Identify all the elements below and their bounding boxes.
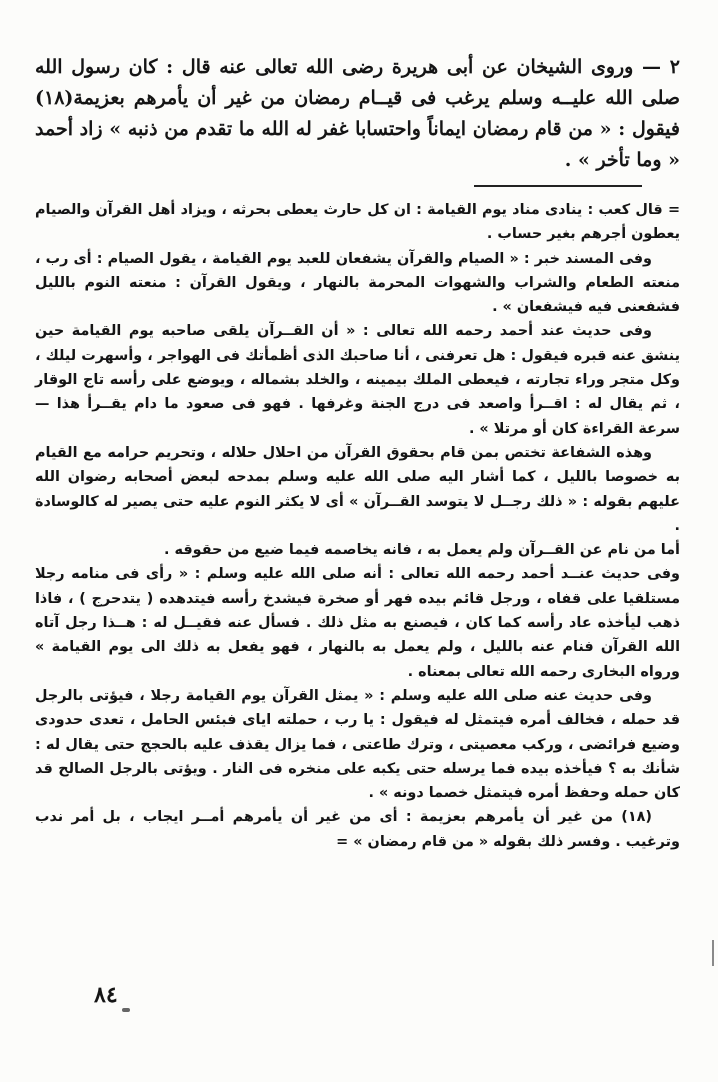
footnote-paragraph: وهذه الشفاعة تختص بمن قام بحقوق القرآن من احلال حلاله ، وتحريم حرامه مع القيام به خصوصا بالليل ، كما أشار اليه صلى الله عليه وسلم بمدحه لبعض أصحابه رضوان الله عليهم بقوله : « ذلك رجــل لا يتوسد القــرآن » أى لا يكثر النوم عليه حتى يصير له كالوسادة .	[35, 444, 680, 534]
footnote-paragraph: أما من نام عن القــرآن ولم يعمل به ، فانه يخاصمه فيما ضيع من حقوقه .	[164, 542, 680, 559]
footnote-paragraph: = قال كعب : ينادى مناد يوم القيامة : ان كل حارث يعطى بحرثه ، ويزاد أهل القرآن والصيام يعطون أجرهم بغير حساب .	[35, 202, 680, 243]
footnote-paragraph: وفى حديث عند أحمد رحمه الله تعالى : « أن القــرآن يلقى صاحبه يوم القيامة حين ينشق عنه قبره فيقول : هل تعرفنى ، أنا صاحبك الذى أظمأتك فى الهواجر ، وأسهرت ليلك ، وكل متجر وراء تجارته ، فيعطى الملك بيمينه ، والخلد بشماله ، ويوضع على رأسه تاج الوقار ، ثم يقال له : اقــرأ واصعد فى درج الجنة وغرفها . فهو فى صعود ما دام يقــرأ هذا — سرعة القراءة كان أو مرتلا » .	[35, 323, 680, 437]
footnote-separator	[474, 185, 642, 187]
main-text	[35, 52, 680, 176]
footnote-paragraph: وفى المسند خبر : « الصيام والقرآن يشفعان للعبد يوم القيامة ، يقول الصيام : أى رب ، منعته الطعام والشراب والشهوات المحرمة بالنهار ، ويقول القرآن : منعته النوم بالليل فشفعنى فيه فيشفعان » .	[35, 250, 680, 316]
footnote-paragraph: (١٨) من غير أن يأمرهم بعزيمة : أى من غير أن يأمرهم أمــر ايجاب ، بل أمر ندب وترغيب . وفسر ذلك بقوله « من قام رمضان » =	[35, 809, 680, 850]
footnote-paragraph: وفى حديث عنــد أحمد رحمه الله تعالى : أنه صلى الله عليه وسلم : « رأى فى منامه رجلا مستلقيا على قفاه ، ورجل قائم بيده فهر أو صخرة فيشدخ رأسه فيتدهده ( يتدحرج ) ، فاذا ذهب ليأخذه عاد رأسه كما كان ، فيصنع به مثل ذلك . فسأل عنه فقيــل له : هــذا رجل آتاه الله القرآن فنام عنه بالليل ، ولم يعمل به بالنهار ، فهو يفعل به ذلك الى يوم القيامة » ورواه البخارى رحمه الله تعالى بمعناه .	[35, 566, 680, 680]
page-number: ٨٤	[94, 982, 118, 1008]
binding-edge-mark	[712, 940, 714, 966]
footnote-paragraph: وفى حديث عنه صلى الله عليه وسلم : « يمثل القرآن يوم القيامة رجلا ، فيؤتى بالرجل قد حمله ، فخالف أمره فيتمثل له فيقول : يا رب ، حملته اياى فبئس الحامل ، تعدى حدودى وضيع فرائضى ، وركب معصيتى ، وترك طاعتى ، فما يزال يقذف عليه بالحجج حتى يقال له : شأنك به ؟ فيأخذه بيده فما يرسله حتى يكبه على منخره فى النار . ويؤتى بالرجل الصالح قد كان حمله وحفظ أمره فيتمثل خصما دونه » .	[35, 687, 680, 802]
footnotes	[35, 198, 680, 854]
main-paragraph: ٢ — وروى الشيخان عن أبى هريرة رضى الله تعالى عنه قال : كان رسول الله صلى الله عليــه وسلم يرغب فى قيــام رمضان من غير أن يأمرهم بعزيمة(١٨) فيقول : « من قام رمضان ايماناً واحتسابا غفر له الله ما تقدم من ذنبه » زاد أحمد « وما تأخر » .	[35, 56, 680, 171]
scan-mark	[122, 1008, 130, 1012]
